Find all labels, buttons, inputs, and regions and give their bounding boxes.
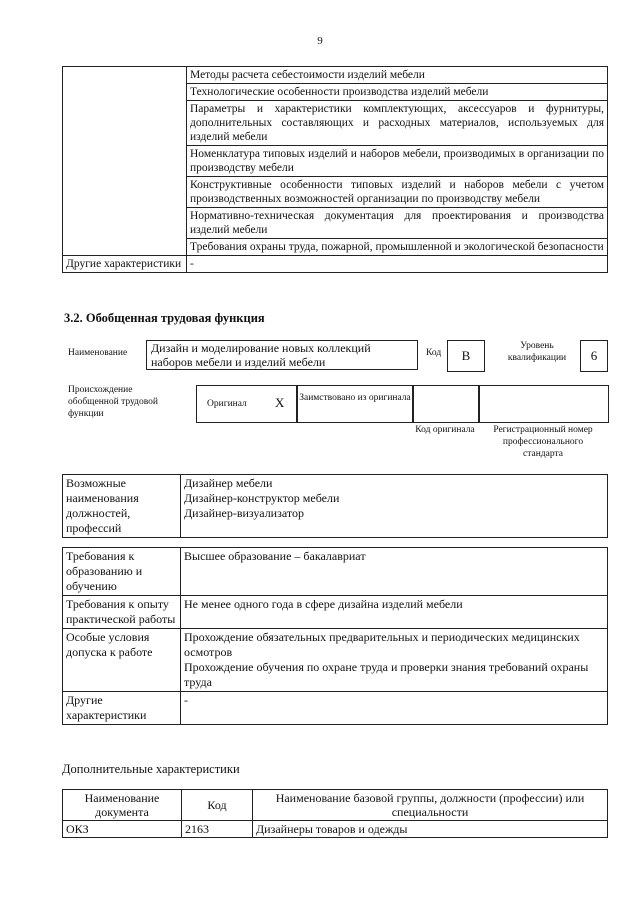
- knowledge-item: Конструктивные особенности типовых изделий и наборов мебели с учетом производственных возможностей организации по производству мебели: [187, 177, 608, 208]
- knowledge-item: Номенклатура типовых изделий и наборов мебели, производимых в организации по производству мебели: [187, 146, 608, 177]
- origin-regnum-cell: [478, 385, 609, 423]
- knowledge-table: [62, 66, 608, 273]
- header-document: Наименование документа: [63, 790, 182, 821]
- level-label: Уровень квалификации: [507, 341, 567, 363]
- table-cell: Дизайнеры товаров и одежды: [253, 821, 608, 838]
- requirement-line: Высшее образование – бакалавриат: [184, 549, 366, 563]
- name-label: Наименование: [68, 348, 128, 358]
- gtf-level-box: [580, 340, 608, 372]
- requirement-label: Другие характеристики: [63, 692, 181, 725]
- original-mark: X: [275, 395, 285, 410]
- requirement-label: Особые условия допуска к работе: [63, 629, 181, 692]
- table-cell: 2163: [182, 821, 253, 838]
- requirement-row: [63, 692, 608, 725]
- knowledge-item: Требования охраны труда, пожарной, промышленной и экологической безопасности: [187, 239, 608, 256]
- code-orig-label: Код оригинала: [415, 425, 475, 435]
- requirement-value-cell: [181, 692, 608, 725]
- requirement-label: Требования к образованию и обучению: [63, 548, 181, 596]
- table-row: [63, 821, 608, 838]
- page-number: 9: [317, 35, 323, 47]
- positions-label-cell: [63, 475, 181, 538]
- requirement-line: Не менее одного года в сфере дизайна изделий мебели: [184, 597, 463, 611]
- knowledge-item: Технологические особенности производства изделий мебели: [187, 84, 608, 101]
- regnum-label: Регистрационный номер профессионального стандарта: [493, 425, 593, 459]
- position-item: Дизайнер-визуализатор: [184, 506, 304, 520]
- code-label: Код: [426, 348, 442, 358]
- gtf-code-value: B: [461, 348, 471, 363]
- header-group: Наименование базовой группы, должности (профессии) или специальности: [253, 790, 608, 821]
- requirement-line: Прохождение обучения по охране труда и проверки знания требований охраны труда: [184, 660, 589, 689]
- additional-table: [62, 789, 608, 838]
- gtf-name-value: Дизайн и моделирование новых коллекций наборов мебели и изделий мебели: [151, 341, 371, 369]
- section-title: 3.2. Обобщенная трудовая функция: [64, 311, 265, 325]
- knowledge-item: Методы расчета себестоимости изделий мебели: [187, 67, 608, 84]
- position-item: Дизайнер-конструктор мебели: [184, 491, 340, 505]
- positions-values-cell: [181, 475, 608, 538]
- origin-label: Происхождение обобщенной трудовой функции: [68, 385, 158, 419]
- table-row: [63, 256, 608, 273]
- origin-borrowed-cell: [296, 385, 414, 423]
- knowledge-item: Нормативно-техническая документация для проектирования и производства изделий мебели: [187, 208, 608, 239]
- requirement-value-cell: [181, 629, 608, 692]
- original-label: Оригинал: [207, 399, 247, 409]
- other-label: Другие характеристики: [63, 256, 187, 273]
- gtf-name-box: [146, 340, 418, 370]
- borrowed-label: Заимствовано из оригинала: [299, 393, 411, 403]
- requirement-value-cell: [181, 548, 608, 596]
- other-value: -: [187, 256, 608, 273]
- requirement-value-cell: [181, 596, 608, 629]
- requirement-line: Прохождение обязательных предварительных и периодических медицинских осмотров: [184, 630, 580, 659]
- position-item: Дизайнер мебели: [184, 476, 273, 490]
- origin-code-cell: [412, 385, 480, 423]
- requirements-table: [62, 547, 608, 725]
- requirement-row: [63, 596, 608, 629]
- gtf-code-box: [447, 340, 485, 372]
- gtf-level-value: 6: [590, 348, 598, 363]
- origin-original-cell: [196, 385, 298, 423]
- table-cell: ОКЗ: [63, 821, 182, 838]
- requirement-row: [63, 548, 608, 596]
- knowledge-item: Параметры и характеристики комплектующих, аксессуаров и фурнитуры, дополнительных составляющих и расходных материалов, используемых для изделий мебели: [187, 101, 608, 146]
- positions-label: Возможные наименования должностей, профессий: [66, 476, 139, 535]
- additional-title: Дополнительные характеристики: [62, 762, 240, 776]
- table-row: [63, 67, 608, 84]
- requirement-row: [63, 629, 608, 692]
- knowledge-label-cell: [63, 67, 187, 256]
- positions-table: [62, 474, 608, 538]
- requirement-label: Требования к опыту практической работы: [63, 596, 181, 629]
- requirement-line: -: [184, 693, 188, 707]
- header-code: Код: [182, 790, 253, 821]
